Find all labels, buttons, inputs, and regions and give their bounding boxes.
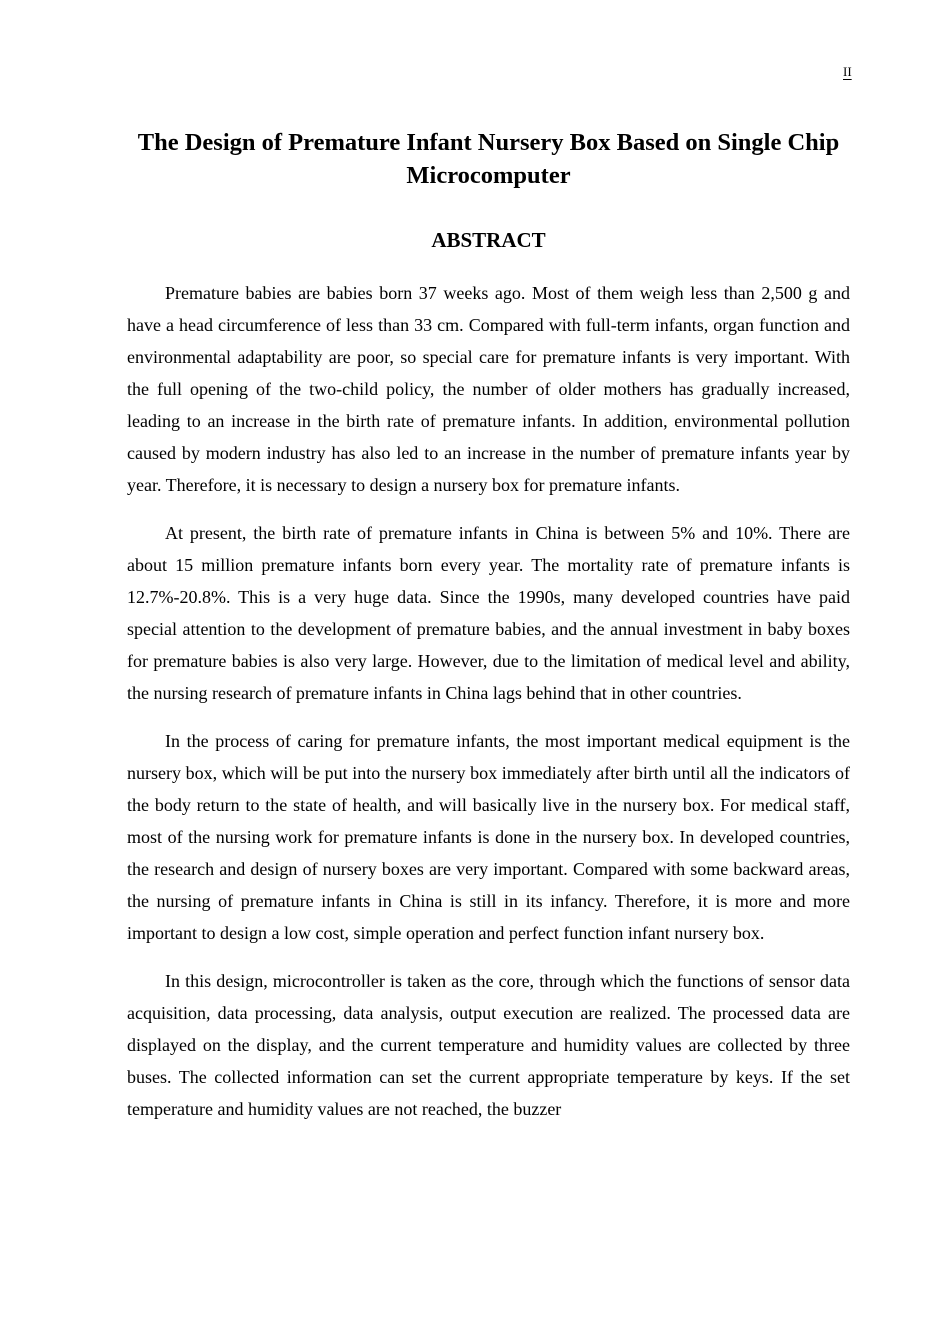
abstract-paragraph-2: At present, the birth rate of premature infants in China is between 5% and 10%. There are about 15 million premature infants born every year. The mortality rate of premature infants is 12.7%-20.8%. This is a very huge data. Since the 1990s, many developed countries have paid special attention to the development of premature babies, and the annual investment in baby boxes for premature babies is also very large. However, due to the limitation of medical level and ability, the nursing research of premature infants in China lags behind that in other countries. [127,523,850,703]
document-body [127,126,850,1141]
abstract-paragraph-1: Premature babies are babies born 37 weeks ago. Most of them weigh less than 2,500 g and have a head circumference of less than 33 cm. Compared with full-term infants, organ function and environmental adaptability are poor, so special care for premature infants is very important. With the full opening of the two-child policy, the number of older mothers has gradually increased, leading to an increase in the birth rate of premature infants. In addition, environmental pollution caused by modern industry has also led to an increase in the number of premature infants year by year. Therefore, it is necessary to design a nursery box for premature infants. [127,283,850,495]
abstract-heading: ABSTRACT [431,228,546,252]
page-number: II [843,64,852,79]
document-title: The Design of Premature Infant Nursery Box Based on Single Chip Microcomputer [137,129,840,189]
abstract-text [127,277,850,1125]
abstract-paragraph-3: In the process of caring for premature infants, the most important medical equipment is the nursery box, which will be put into the nursery box immediately after birth until all the indicators of the body return to the state of health, and will basically live in the nursery box. For medical staff, most of the nursing work for premature infants is done in the nursery box. In developed countries, the research and design of nursery boxes are very important. Compared with some backward areas, the nursing of premature infants in China is still in its infancy. Therefore, it is more and more important to design a low cost, simple operation and perfect function infant nursery box. [127,731,850,943]
abstract-paragraph-4: In this design, microcontroller is taken as the core, through which the functions of sensor data acquisition, data processing, data analysis, output execution are realized. The processed data are displayed on the display, and the current temperature and humidity values are collected by three buses. The collected information can set the current appropriate temperature by keys. If the set temperature and humidity values are not reached, the buzzer [127,971,850,1119]
